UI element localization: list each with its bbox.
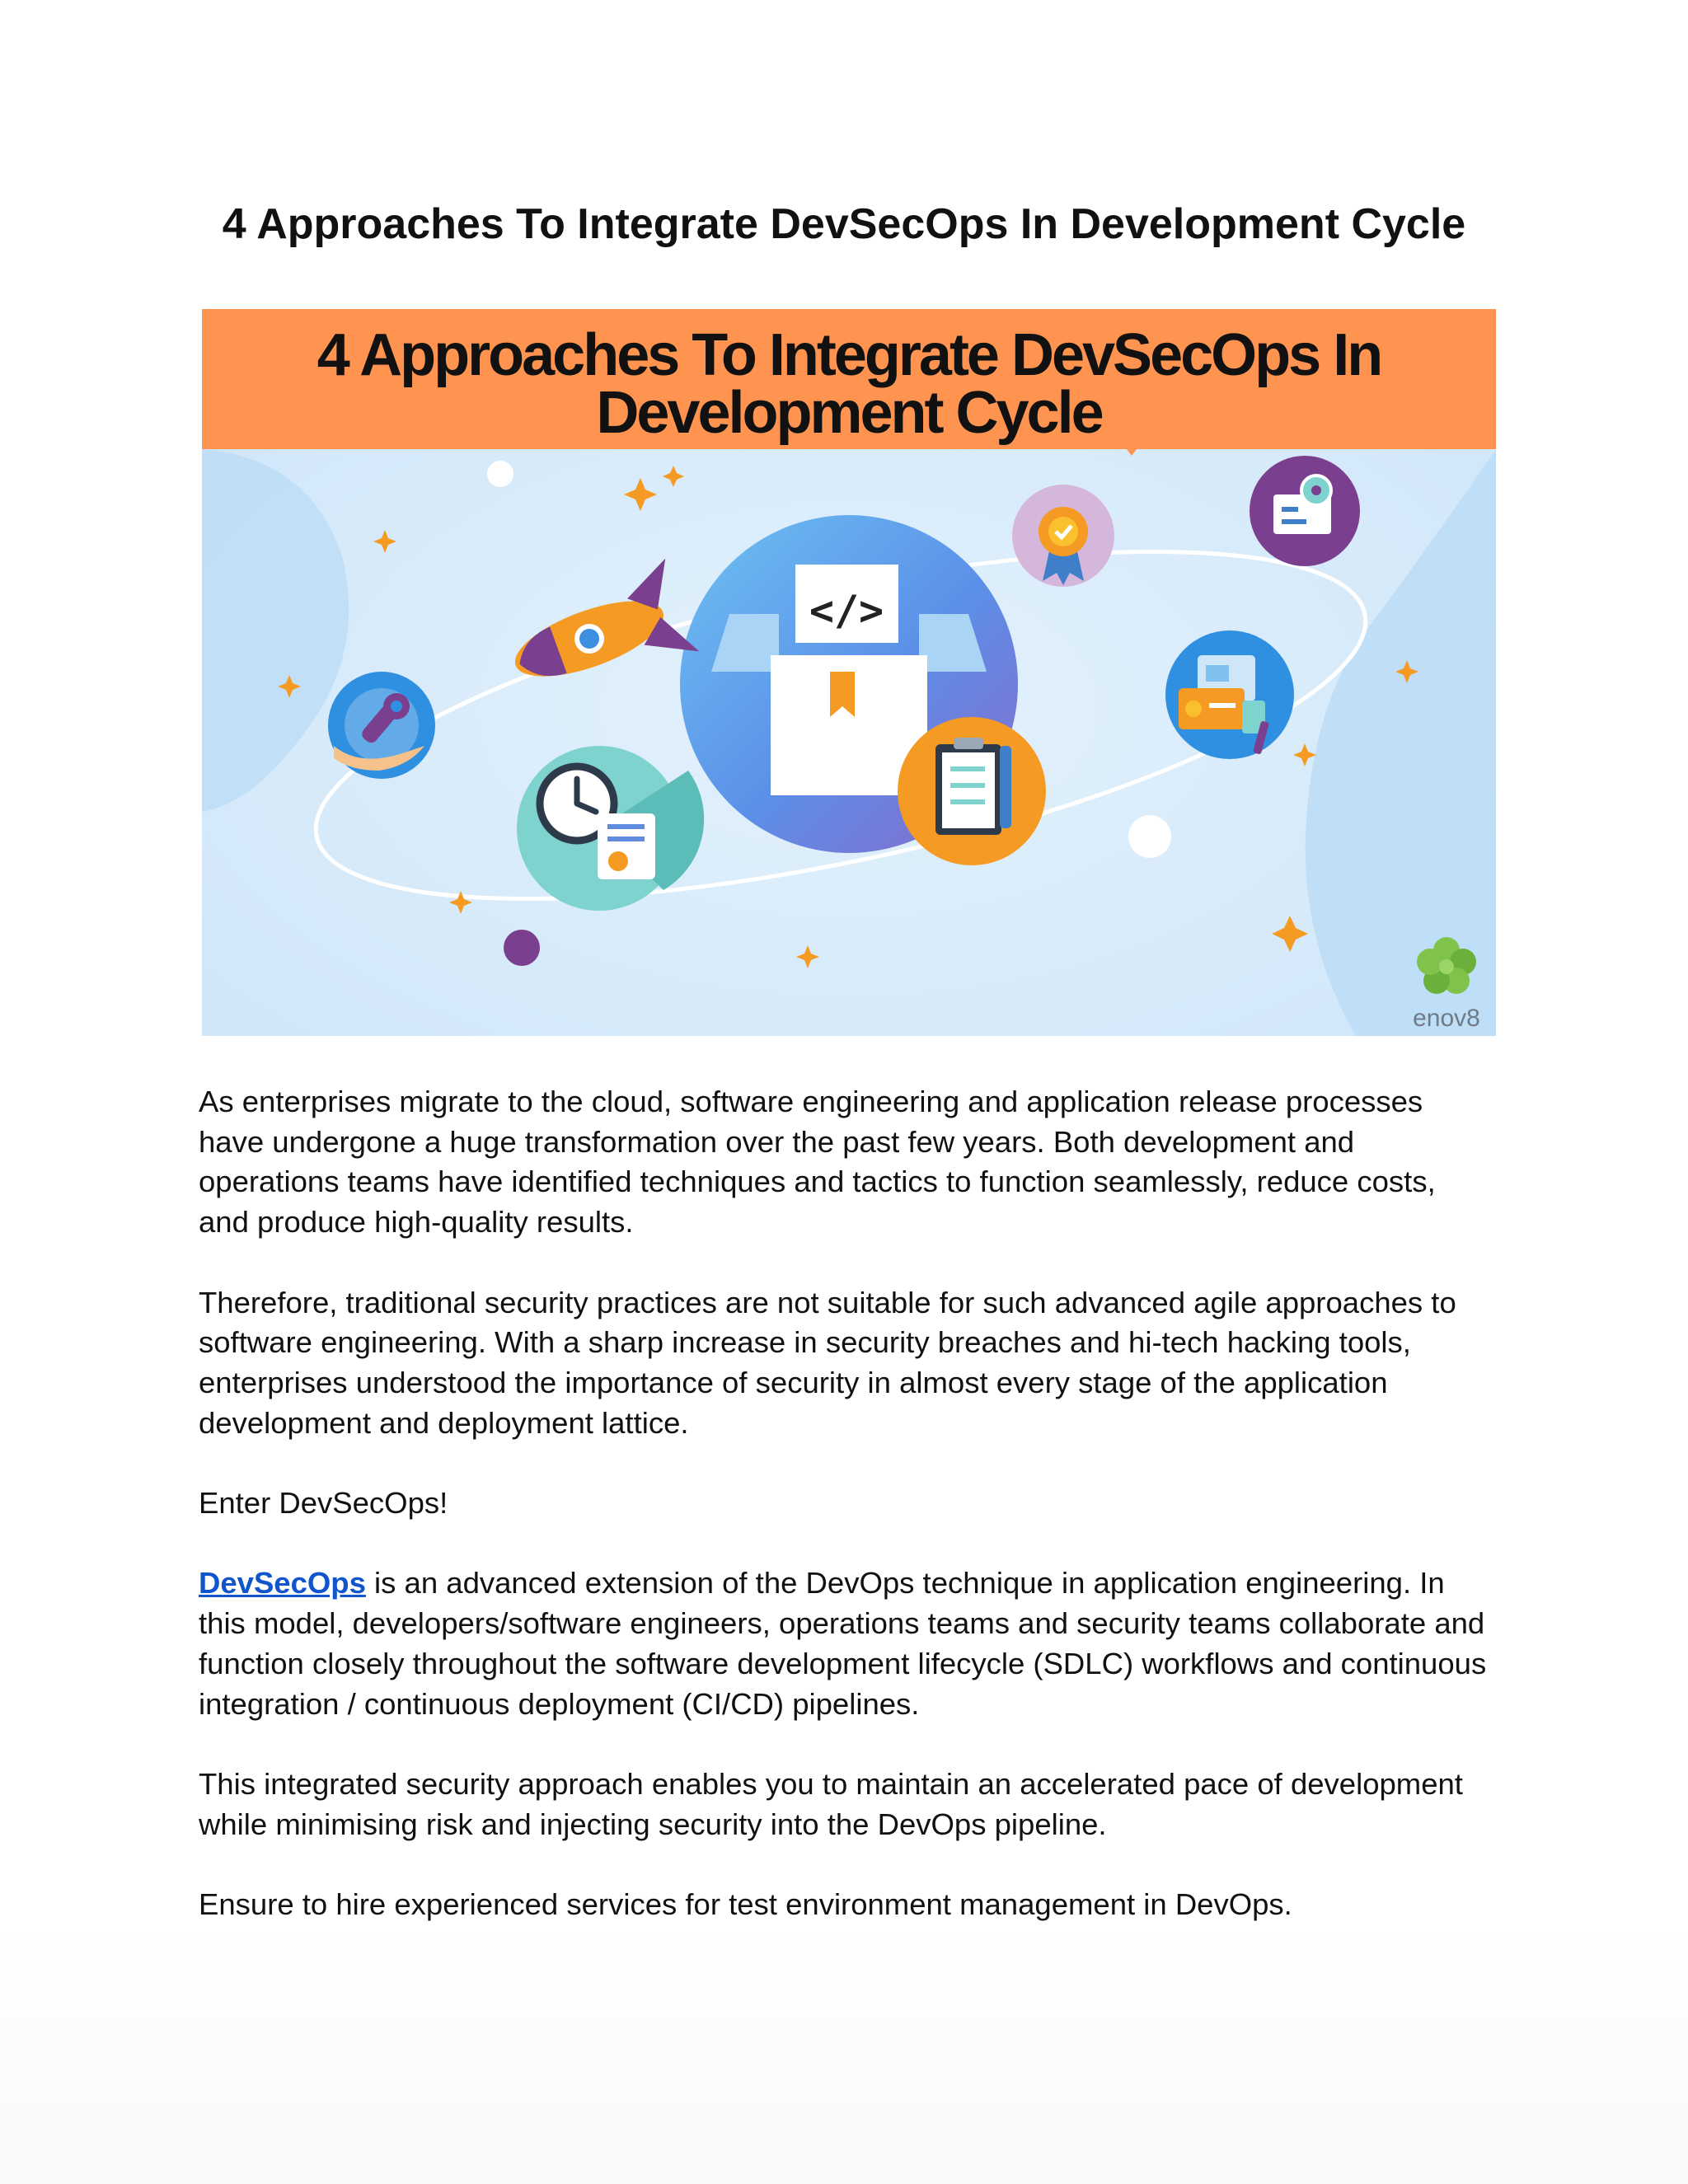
deco-dot-white-large — [1128, 815, 1171, 858]
code-symbol: </> — [809, 587, 884, 635]
gear-dashboard-icon — [1250, 456, 1360, 566]
article-body — [199, 1082, 1493, 1965]
paragraph-enter: Enter DevSecOps! — [199, 1486, 448, 1520]
devsecops-link[interactable]: DevSecOps — [199, 1566, 366, 1601]
paragraph-integrated: This integrated security approach enables you to maintain an accelerated pace of development while minimising risk and injecting security into the DevOps pipeline. — [199, 1766, 1463, 1841]
banner-heading-line1: 4 Approaches To Integrate DevSecOps In — [316, 322, 1381, 388]
paragraph-devsecops — [199, 1563, 1493, 1724]
paragraph-intro: As enterprises migrate to the cloud, software engineering and application release processes have undergone a huge transformation over the past few years. Both development and operations teams have identified techniques and tactics to function seamlessly, reduce costs, and produce high-quality results. — [199, 1085, 1436, 1240]
paragraph-devsecops-text: is an advanced extension of the DevOps technique in application engineering. In this model, developers/software engineers, operations teams and security teams collaborate and function closely throughout the software development lifecycle (SDLC) workflows and continuous integration / continuous deployment (CI/CD) pipelines. — [199, 1566, 1487, 1721]
deco-dot-purple — [504, 930, 540, 966]
award-badge-icon — [1012, 485, 1114, 587]
brand-logo-text: enov8 — [1413, 1005, 1480, 1032]
banner-heading-line2: Development Cycle — [596, 380, 1102, 446]
id-card-icon — [1165, 630, 1294, 759]
clipboard-pen-icon — [898, 717, 1046, 865]
wrench-hand-icon — [328, 672, 435, 779]
page-title: 4 Approaches To Integrate DevSecOps In Development Cycle — [222, 200, 1466, 248]
banner-image — [202, 309, 1496, 1036]
paragraph-security: Therefore, traditional security practices are not suitable for such advanced agile approaches to software engineering. With a sharp increase in security breaches and hi-tech hacking tools, enterprises understood the importance of security in almost every stage of the application development and deployment lattice. — [199, 1285, 1456, 1440]
paragraph-hire: Ensure to hire experienced services for test environment management in DevOps. — [199, 1886, 1292, 1921]
deco-dot-white — [487, 461, 513, 487]
